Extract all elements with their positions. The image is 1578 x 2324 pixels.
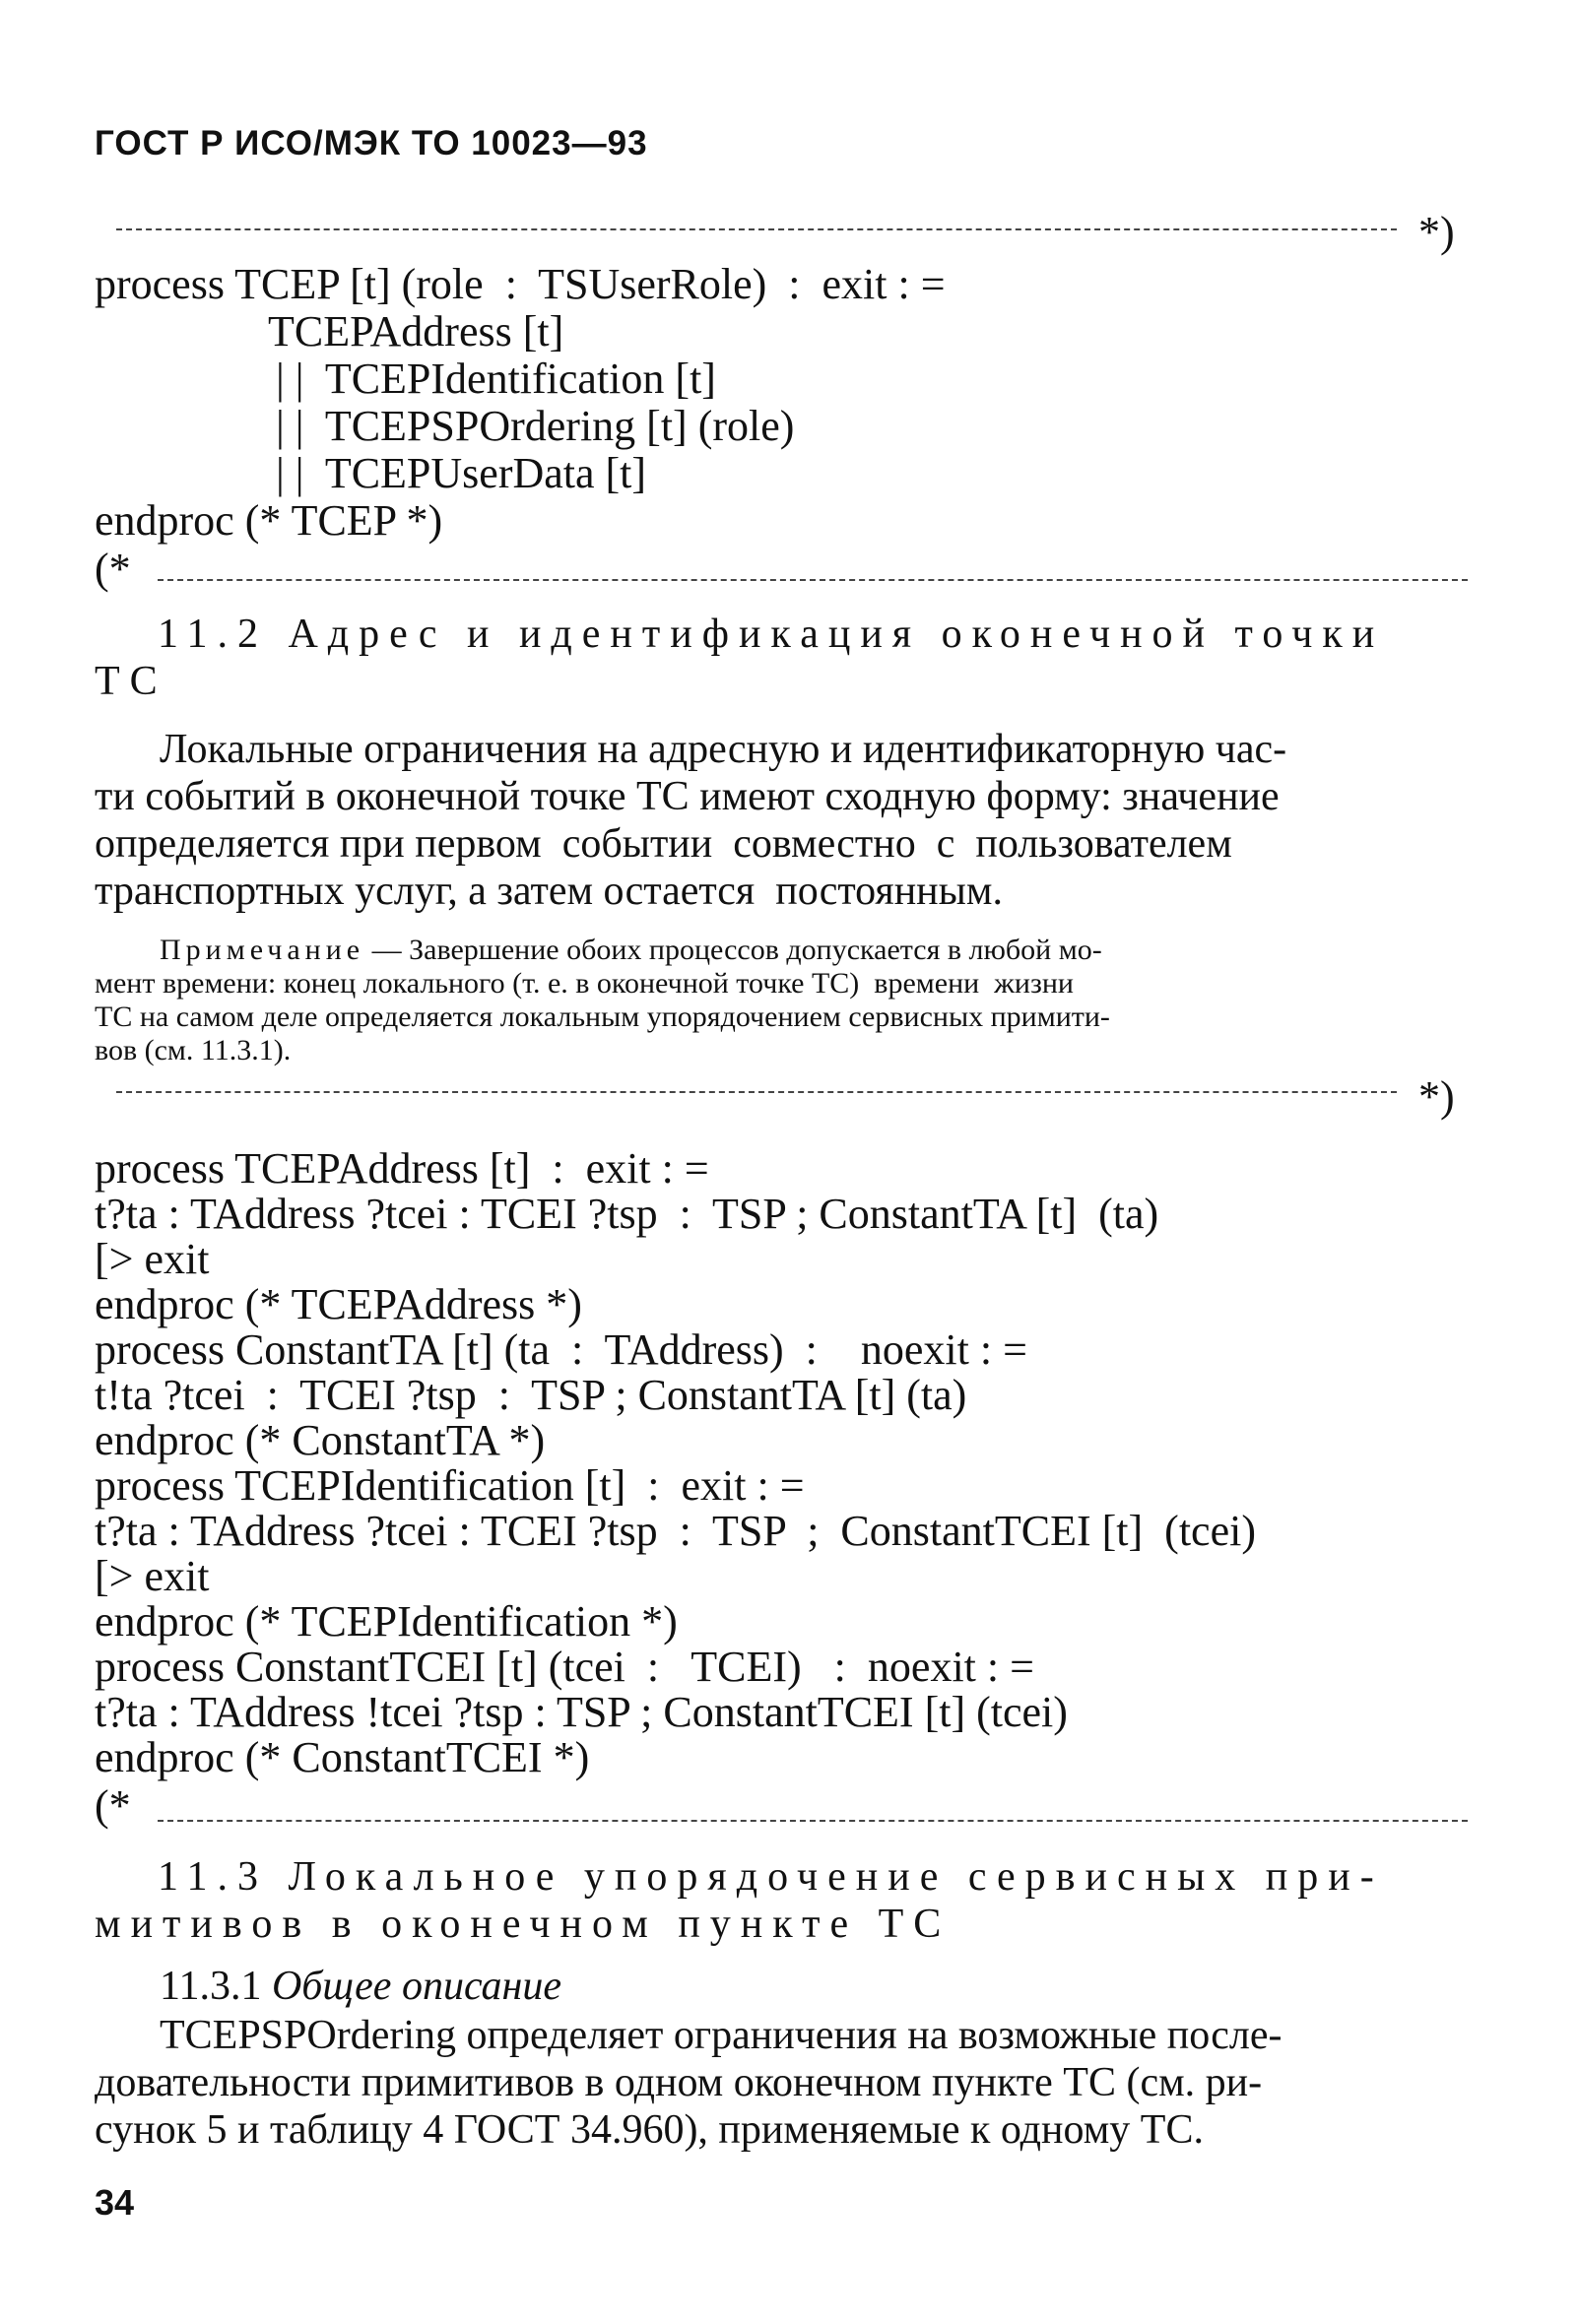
subsection-number: 11.3.1 <box>160 1964 262 2009</box>
comment-rule <box>116 1091 1397 1093</box>
paragraph-line: довательности примитивов в одном оконечном пункте ТС (см. ри- <box>95 2060 1263 2105</box>
code-line: endproc (* TCEP *) <box>95 496 443 545</box>
section-heading-11-3-cont: митивов в оконечном пункте ТС <box>95 1902 952 1947</box>
code-line: process TCEPIdentification [t] : exit : = <box>95 1461 805 1510</box>
comment-close-mark: *) <box>1418 1072 1455 1121</box>
note-line: мент времени: конец локального (т. е. в оконечной точке ТС) времени жизни <box>95 967 1074 1000</box>
comment-rule <box>116 228 1397 230</box>
paragraph-line: ти событий в оконечной точке ТС имеют сходную форму: значение <box>95 774 1280 819</box>
code-line: t!ta ?tcei : TCEI ?tsp : TSP ; ConstantTA [t] (ta) <box>95 1371 967 1419</box>
note-label: Примечание <box>160 934 365 966</box>
note-line: вов (см. 11.3.1). <box>95 1034 292 1066</box>
comment-rule <box>158 579 1468 581</box>
code-line: process ConstantTA [t] (ta : TAddress) : noexit : = <box>95 1325 1027 1374</box>
paragraph-line: TCEPSPOrdering определяет ограничения на возможные после- <box>160 2013 1282 2058</box>
section-heading-11-3: 11.3 Локальное упорядочение сервисных при- <box>158 1854 1384 1900</box>
page-number: 34 <box>95 2182 135 2223</box>
code-line: endproc (* ConstantTCEI *) <box>95 1733 590 1781</box>
code-line: t?ta : TAddress ?tcei : TCEI ?tsp : TSP ; ConstantTCEI [t] (tcei) <box>95 1507 1256 1555</box>
comment-open-mark: (* <box>95 545 131 593</box>
page-header: ГОСТ Р ИСО/МЭК ТО 10023—93 <box>95 124 648 162</box>
code-line: process ConstantTCEI [t] (tcei : TCEI) : noexit : = <box>95 1643 1034 1691</box>
subsection-heading-11-3-1 <box>160 1964 561 2010</box>
note-text: — Завершение обоих процессов допускается в любой мо- <box>364 934 1102 966</box>
code-line: t?ta : TAddress ?tcei : TCEI ?tsp : TSP ; ConstantTA [t] (ta) <box>95 1190 1159 1238</box>
comment-rule <box>158 1820 1468 1822</box>
paragraph-line: определяется при первом событии совместно с пользователем <box>95 821 1232 867</box>
code-line: TCEPAddress [t] <box>268 307 564 355</box>
code-line: endproc (* TCEPAddress *) <box>95 1280 582 1328</box>
paragraph-line: Локальные ограничения на адресную и идентификаторную час- <box>160 727 1287 772</box>
subsection-title: Общее описание <box>271 1964 561 2009</box>
comment-close-mark: *) <box>1418 208 1455 256</box>
code-line: [> exit <box>95 1552 210 1600</box>
note-line: ТС на самом деле определяется локальным упорядочением сервисных примити- <box>95 1001 1110 1033</box>
note-line <box>160 934 1102 966</box>
section-heading-11-2: 11.2 Адрес и идентификация оконечной точки <box>158 612 1385 657</box>
code-line: [> exit <box>95 1235 210 1283</box>
code-line: t?ta : TAddress !tcei ?tsp : TSP ; ConstantTCEI [t] (tcei) <box>95 1688 1068 1736</box>
code-line: endproc (* ConstantTA *) <box>95 1416 546 1464</box>
code-line: | | TCEPIdentification [t] <box>276 355 716 403</box>
paragraph-line: транспортных услуг, а затем остается постоянным. <box>95 869 1003 914</box>
code-line: process TCEPAddress [t] : exit : = <box>95 1144 709 1193</box>
paragraph-line: сунок 5 и таблицу 4 ГОСТ 34.960), применяемые к одному ТС. <box>95 2107 1204 2153</box>
code-line: | | TCEPUserData [t] <box>276 449 647 497</box>
code-line: process TCEP [t] (role : TSUserRole) : exit : = <box>95 260 946 308</box>
comment-open-mark: (* <box>95 1781 131 1830</box>
code-line: | | TCEPSPOrdering [t] (role) <box>276 402 795 450</box>
code-line: endproc (* TCEPIdentification *) <box>95 1597 678 1646</box>
section-heading-11-2-cont: ТС <box>95 659 167 704</box>
